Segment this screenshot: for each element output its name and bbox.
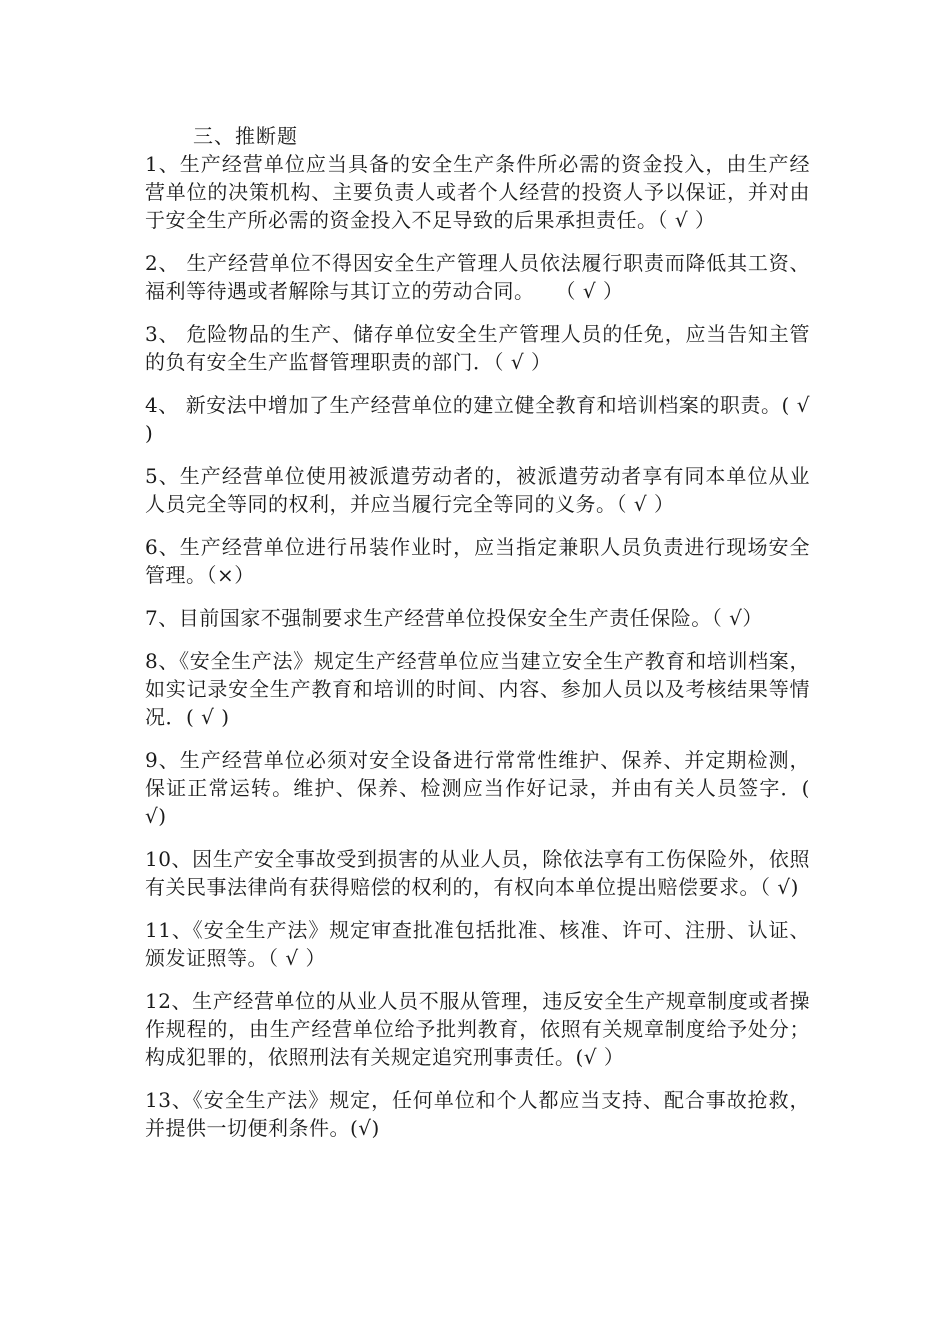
section-heading: 三、推断题	[193, 124, 298, 148]
question-item-2: 2、 生产经营单位不得因安全生产管理人员依法履行职责而降低其工资、福利等待遇或者解除与其订立的劳动合同。 （ √ ）	[145, 251, 810, 303]
question-item-1: 1、生产经营单位应当具备的安全生产条件所必需的资金投入，由生产经营单位的决策机构、主要负责人或者个人经营的投资人予以保证，并对由于安全生产所必需的资金投入不足导致的后果承担责任。（ √ ）	[145, 152, 810, 232]
question-list	[145, 150, 810, 1142]
question-item-8: 8、《安全生产法》规定生产经营单位应当建立安全生产教育和培训档案，如实记录安全生产教育和培训的时间、内容、参加人员以及考核结果等情况．( √ )	[145, 649, 810, 729]
question-item-3: 3、 危险物品的生产、储存单位安全生产管理人员的任免，应当告知主管的负有安全生产监督管理职责的部门．（ √ ）	[145, 322, 810, 374]
question-item-10: 10、因生产安全事故受到损害的从业人员，除依法享有工伤保险外，依照有关民事法律尚有获得赔偿的权利的，有权向本单位提出赔偿要求。（ √)	[145, 847, 810, 899]
question-item-6: 6、生产经营单位进行吊装作业时，应当指定兼职人员负责进行现场安全管理。（×）	[145, 535, 810, 587]
question-item-12: 12、生产经营单位的从业人员不服从管理，违反安全生产规章制度或者操作规程的，由生产经营单位给予批判教育，依照有关规章制度给予处分；构成犯罪的，依照刑法有关规定追究刑事责任。(√ ）	[145, 989, 810, 1069]
document-page	[145, 122, 810, 1157]
question-item-13: 13、《安全生产法》规定，任何单位和个人都应当支持、配合事故抢救，并提供一切便利条件。(√)	[145, 1088, 810, 1140]
question-item-5: 5、生产经营单位使用被派遣劳动者的，被派遣劳动者享有同本单位从业人员完全等同的权利，并应当履行完全等同的义务。（ √ ）	[145, 464, 810, 516]
question-item-4: 4、 新安法中增加了生产经营单位的建立健全教育和培训档案的职责。( √ )	[145, 393, 810, 445]
question-item-7: 7、目前国家不强制要求生产经营单位投保安全生产责任保险。（ √）	[145, 606, 763, 630]
question-item-9: 9、生产经营单位必须对安全设备进行常常性维护、保养、并定期检测，保证正常运转。维护、保养、检测应当作好记录，并由有关人员签字．( √)	[145, 748, 810, 828]
question-item-11: 11、《安全生产法》规定审查批准包括批准、核准、许可、注册、认证、颁发证照等。（ √ ）	[145, 918, 810, 970]
